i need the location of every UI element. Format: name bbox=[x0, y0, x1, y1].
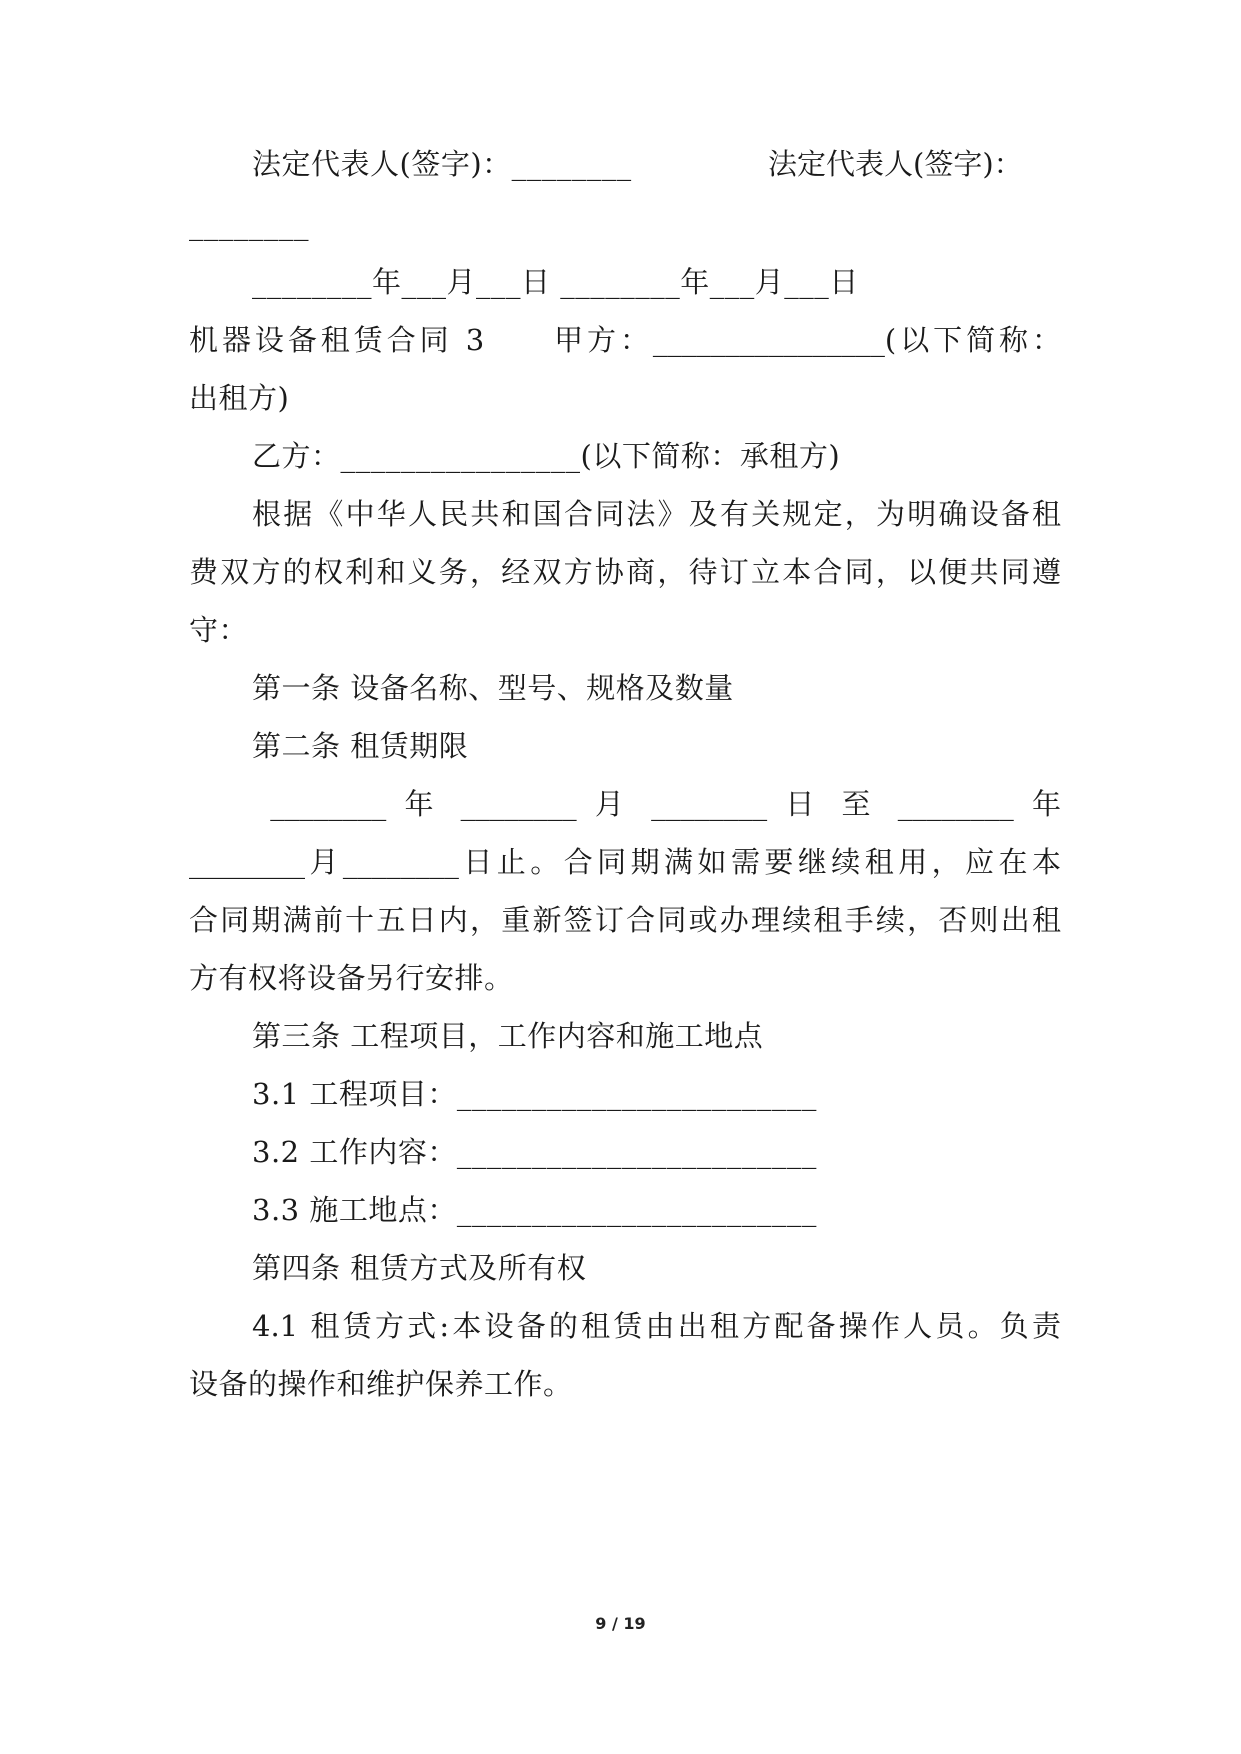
preamble-line-3: 守： bbox=[189, 613, 249, 647]
party-b: 乙方：________________(以下简称：承租方) bbox=[252, 439, 841, 473]
signature-left: 法定代表人(签字)：________ bbox=[252, 147, 632, 181]
lease-term-line-4: 方有权将设备另行安排。 bbox=[189, 961, 514, 995]
lease-term-line-3: 合同期满前十五日内，重新签订合同或办理续租手续，否则出租 bbox=[189, 903, 1061, 937]
article-1-heading: 第一条 设备名称、型号、规格及数量 bbox=[252, 671, 734, 705]
preamble-line-1: 根据《中华人民共和国合同法》及有关规定，为明确设备租 bbox=[252, 497, 1061, 531]
item-3-2: 3.2 工作内容：________________________ bbox=[252, 1135, 817, 1169]
lease-term-line-2: ________月________日止。合同期满如需要继续租用，应在本 bbox=[189, 845, 1061, 879]
contract-title-line: 机器设备租赁合同 3 甲方：________________(以下简称： bbox=[189, 323, 1061, 357]
contract-title-continuation: 出租方) bbox=[189, 381, 290, 415]
signature-right: 法定代表人(签字)： bbox=[768, 147, 1023, 181]
page-number: 9 / 19 bbox=[595, 1614, 646, 1633]
article-3-heading: 第三条 工程项目，工作内容和施工地点 bbox=[252, 1019, 764, 1053]
article-2-heading: 第二条 租赁期限 bbox=[252, 729, 469, 763]
lease-term-line-1: ________ 年 ________ 月 ________ 日 至 ________ 年 bbox=[252, 787, 1061, 821]
signature-right-blank: ________ bbox=[189, 207, 309, 241]
item-4-1-line-1: 4.1 租赁方式:本设备的租赁由出租方配备操作人员。负责 bbox=[252, 1309, 1061, 1343]
preamble-line-2: 费双方的权利和义务，经双方协商，待订立本合同，以便共同遵 bbox=[189, 555, 1061, 589]
date-line: ________年___月___日 ________年___月___日 bbox=[252, 265, 859, 299]
item-4-1-line-2: 设备的操作和维护保养工作。 bbox=[189, 1367, 573, 1401]
item-3-3: 3.3 施工地点：________________________ bbox=[252, 1193, 817, 1227]
article-4-heading: 第四条 租赁方式及所有权 bbox=[252, 1251, 587, 1285]
item-3-1: 3.1 工程项目：________________________ bbox=[252, 1077, 817, 1111]
